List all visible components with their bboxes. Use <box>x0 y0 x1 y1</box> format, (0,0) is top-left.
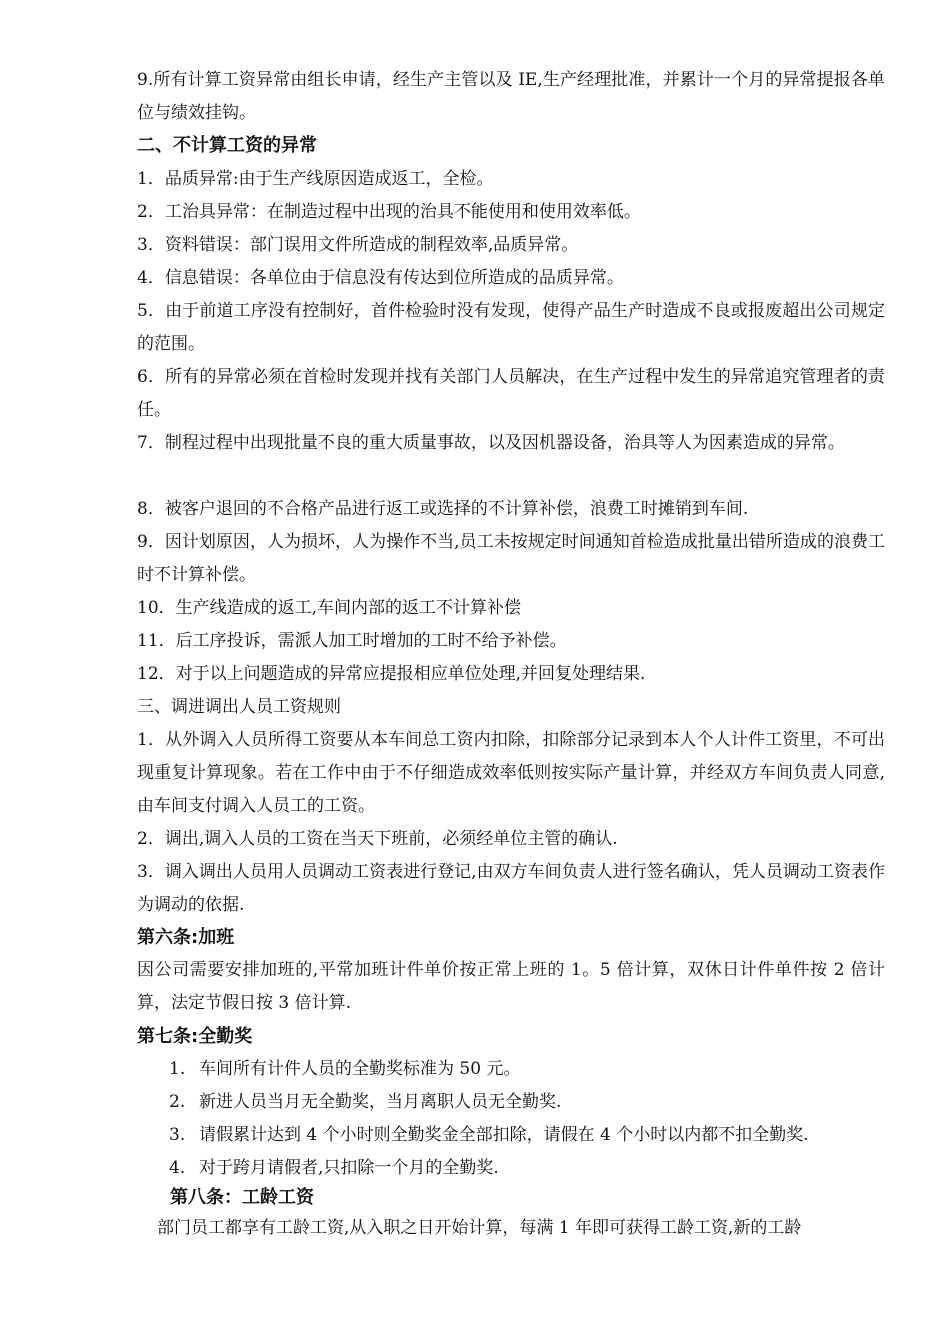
section-heading-transfer-rules: 三、调进调出人员工资规则 <box>137 697 341 717</box>
article-8-heading: 第八条：工龄工资 <box>170 1187 314 1208</box>
list-item: 11．后工序投诉，需派人加工时增加的工时不给予补偿。 <box>137 631 567 651</box>
list-item: 3．资料错误：部门误用文件所造成的制程效率,品质异常。 <box>137 235 579 255</box>
list-item: 1．品质异常:由于生产线原因造成返工，全检。 <box>137 169 494 189</box>
list-text: 新进人员当月无全勤奖，当月离职人员无全勤奖. <box>199 1092 562 1112</box>
article-6-body: 因公司需要安排加班的,平常加班计件单价按正常上班的 1。5 倍计算，双休日计件单件按 2 倍计算，法定节假日按 3 倍计算. <box>137 960 885 1013</box>
list-item: 10．生产线造成的返工,车间内部的返工不计算补偿 <box>137 598 522 618</box>
article-7-heading: 第七条:全勤奖 <box>137 1026 253 1047</box>
list-text: 车间所有计件人员的全勤奖标准为 50 元。 <box>199 1059 521 1079</box>
list-number: 4. <box>169 1158 186 1178</box>
list-item: 6．所有的异常必须在首检时发现并找有关部门人员解决，在生产过程中发生的异常追究管理者的责任。 <box>137 367 885 420</box>
list-number: 2. <box>169 1092 186 1112</box>
list-number: 3. <box>169 1125 186 1145</box>
list-item: 5．由于前道工序没有控制好，首件检验时没有发现，使得产品生产时造成不良或报废超出公司规定的范围。 <box>137 301 885 354</box>
list-item: 1．从外调入人员所得工资要从本车间总工资内扣除，扣除部分记录到本人个人计件工资里，不可出现重复计算现象。若在工作中由于不仔细造成效率低则按实际产量计算，并经双方车间负责人同意,由车间支付调入人员工的工资。 <box>137 730 885 816</box>
list-item: 2．调出,调入人员的工资在当天下班前，必须经单位主管的确认. <box>137 829 618 849</box>
list-item: 2．工治具异常：在制造过程中出现的治具不能使用和使用效率低。 <box>137 202 641 222</box>
list-text: 请假累计达到 4 个小时则全勤奖金全部扣除，请假在 4 个小时以内都不扣全勤奖. <box>199 1125 809 1145</box>
list-item: 8．被客户退回的不合格产品进行返工或选择的不计算补偿，浪费工时摊销到车间. <box>137 499 749 519</box>
list-text: 对于跨月请假者,只扣除一个月的全勤奖. <box>199 1158 499 1178</box>
list-number: 1. <box>169 1059 186 1079</box>
paragraph-item-9: 9.所有计算工资异常由组长申请，经生产主管以及 IE,生产经理批准，并累计一个月的异常提报各单位与绩效挂钩。 <box>137 70 885 123</box>
list-item: 12．对于以上问题造成的异常应提报相应单位处理,并回复处理结果. <box>137 664 646 684</box>
article-6-heading: 第六条:加班 <box>137 927 235 948</box>
article-8-body: 部门员工都享有工龄工资,从入职之日开始计算，每满 1 年即可获得工龄工资,新的工龄 <box>157 1218 802 1238</box>
list-item <box>169 1119 885 1152</box>
list-item: 9．因计划原因，人为损坏，人为操作不当,员工未按规定时间通知首检造成批量出错所造成的浪费工时不计算补偿。 <box>137 532 885 585</box>
section-heading-no-pay-anomalies: 二、不计算工资的异常 <box>137 135 317 156</box>
list-item <box>169 1053 885 1086</box>
list-item <box>169 1086 885 1119</box>
list-item: 3．调入调出人员用人员调动工资表进行登记,由双方车间负责人进行签名确认，凭人员调动工资表作为调动的依据. <box>137 862 885 915</box>
list-item: 7．制程过程中出现批量不良的重大质量事故，以及因机器设备，治具等人为因素造成的异常。 <box>137 433 845 453</box>
list-item: 4．信息错误：各单位由于信息没有传达到位所造成的品质异常。 <box>137 268 624 288</box>
